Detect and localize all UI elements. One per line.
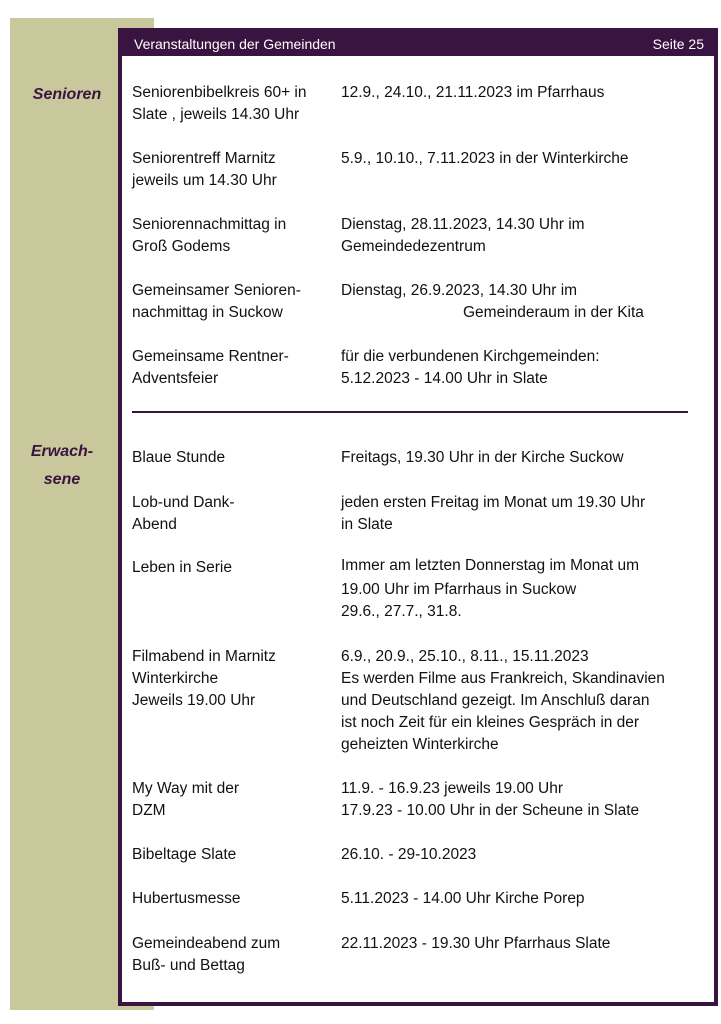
event-label-line: Buß- und Bettag <box>132 957 245 974</box>
event-details-line: Dienstag, 26.9.2023, 14.30 Uhr im <box>341 282 578 299</box>
event-details-line: 11.9. - 16.9.23 jeweils 19.00 Uhr <box>341 780 564 797</box>
event-label <box>132 933 332 977</box>
event-label-line: DZM <box>132 802 166 819</box>
event-details-line: jeden ersten Freitag im Monat um 19.30 Uhr <box>341 494 646 511</box>
event-details-line: 5.9., 10.10., 7.11.2023 in der Winterkirche <box>341 150 629 167</box>
event-label-line: Adventsfeier <box>132 370 219 387</box>
event-details <box>341 646 701 756</box>
section-label-erwachsene-line2: sene <box>43 471 81 488</box>
event-label-line: Bibeltage Slate <box>132 846 237 863</box>
event-label <box>132 447 332 469</box>
event-label-line: Gemeinsame Rentner- <box>132 348 289 365</box>
event-details <box>341 148 701 170</box>
event-label-line: Hubertusmesse <box>132 890 241 907</box>
event-label-line: Jeweils 19.00 Uhr <box>132 692 256 709</box>
event-label <box>132 844 332 866</box>
event-label-line: nachmittag in Suckow <box>132 304 283 321</box>
event-label-line: Slate , jeweils 14.30 Uhr <box>132 106 300 123</box>
event-label <box>132 214 332 258</box>
event-label <box>132 280 332 324</box>
event-label <box>132 778 332 822</box>
event-label-line: Seniorenbibelkreis 60+ in <box>132 84 307 101</box>
event-details <box>341 82 701 104</box>
event-details <box>341 280 701 324</box>
event-details <box>341 214 701 258</box>
event-label <box>132 148 332 192</box>
page-number: Seite 25 <box>652 36 704 52</box>
event-details-line: 5.11.2023 - 14.00 Uhr Kirche Porep <box>341 890 585 907</box>
event-details-line: 5.12.2023 - 14.00 Uhr in Slate <box>341 370 548 387</box>
event-details-line: 12.9., 24.10., 21.11.2023 im Pfarrhaus <box>341 84 605 101</box>
event-label-line: Lob-und Dank- <box>132 494 235 511</box>
event-details-line: geheizten Winterkirche <box>341 736 499 753</box>
event-label-line: Seniorennachmittag in <box>132 216 287 233</box>
event-details <box>341 447 701 469</box>
event-label-line: Seniorentreff Marnitz <box>132 150 276 167</box>
event-details-line: Immer am letzten Donnerstag im Monat um <box>341 557 640 574</box>
event-details-line: 26.10. - 29-10.2023 <box>341 846 477 863</box>
section-label-senioren-text: Senioren <box>32 86 102 103</box>
event-label-line: Gemeindeabend zum <box>132 935 281 952</box>
event-details-line: Gemeindedezentrum <box>341 238 486 255</box>
event-details <box>341 888 701 910</box>
section-label-erwachsene <box>12 440 112 492</box>
event-details-line: ist noch Zeit für ein kleines Gespräch in der <box>341 714 640 731</box>
event-details-line: 29.6., 27.7., 31.8. <box>341 603 462 620</box>
event-label <box>132 557 332 579</box>
event-label <box>132 646 332 712</box>
event-details <box>341 346 701 390</box>
event-label-line: Abend <box>132 516 177 533</box>
event-details-line: Freitags, 19.30 Uhr in der Kirche Suckow <box>341 449 624 466</box>
event-label <box>132 346 332 390</box>
event-details-line: 22.11.2023 - 19.30 Uhr Pfarrhaus Slate <box>341 935 611 952</box>
section-label-erwachsene-line1: Erwach- <box>30 443 94 460</box>
event-details <box>341 778 701 822</box>
event-label <box>132 888 332 910</box>
event-details-line: Es werden Filme aus Frankreich, Skandinavien <box>341 670 665 687</box>
section-divider <box>132 411 688 413</box>
header-title: Veranstaltungen der Gemeinden <box>134 36 336 52</box>
event-details <box>341 492 701 536</box>
event-details-line: und Deutschland gezeigt. Im Anschluß daran <box>341 692 650 709</box>
page-header <box>122 32 714 56</box>
event-label-line: Groß Godems <box>132 238 231 255</box>
event-label-line: Winterkirche <box>132 670 219 687</box>
event-details-line: Dienstag, 28.11.2023, 14.30 Uhr im <box>341 216 585 233</box>
event-details-line: in Slate <box>341 516 393 533</box>
section-label-senioren <box>17 83 117 107</box>
event-label-line: Leben in Serie <box>132 559 232 576</box>
event-details-line: 6.9., 20.9., 25.10., 8.11., 15.11.2023 <box>341 648 589 665</box>
event-label-line: Blaue Stunde <box>132 449 226 466</box>
event-label-line: My Way mit der <box>132 780 240 797</box>
event-details-line: 19.00 Uhr im Pfarrhaus in Suckow <box>341 581 577 598</box>
event-label-line: Filmabend in Marnitz <box>132 648 276 665</box>
event-details-line: 17.9.23 - 10.00 Uhr in der Scheune in Slate <box>341 802 640 819</box>
event-label-line: Gemeinsamer Senioren- <box>132 282 301 299</box>
event-details <box>341 933 701 955</box>
event-label-line: jeweils um 14.30 Uhr <box>132 172 277 189</box>
event-details <box>341 555 701 623</box>
event-label <box>132 492 332 536</box>
event-details-line: für die verbundenen Kirchgemeinden: <box>341 348 600 365</box>
event-details-line: Gemeinderaum in der Kita <box>463 304 644 321</box>
event-details <box>341 844 701 866</box>
event-label <box>132 82 332 126</box>
